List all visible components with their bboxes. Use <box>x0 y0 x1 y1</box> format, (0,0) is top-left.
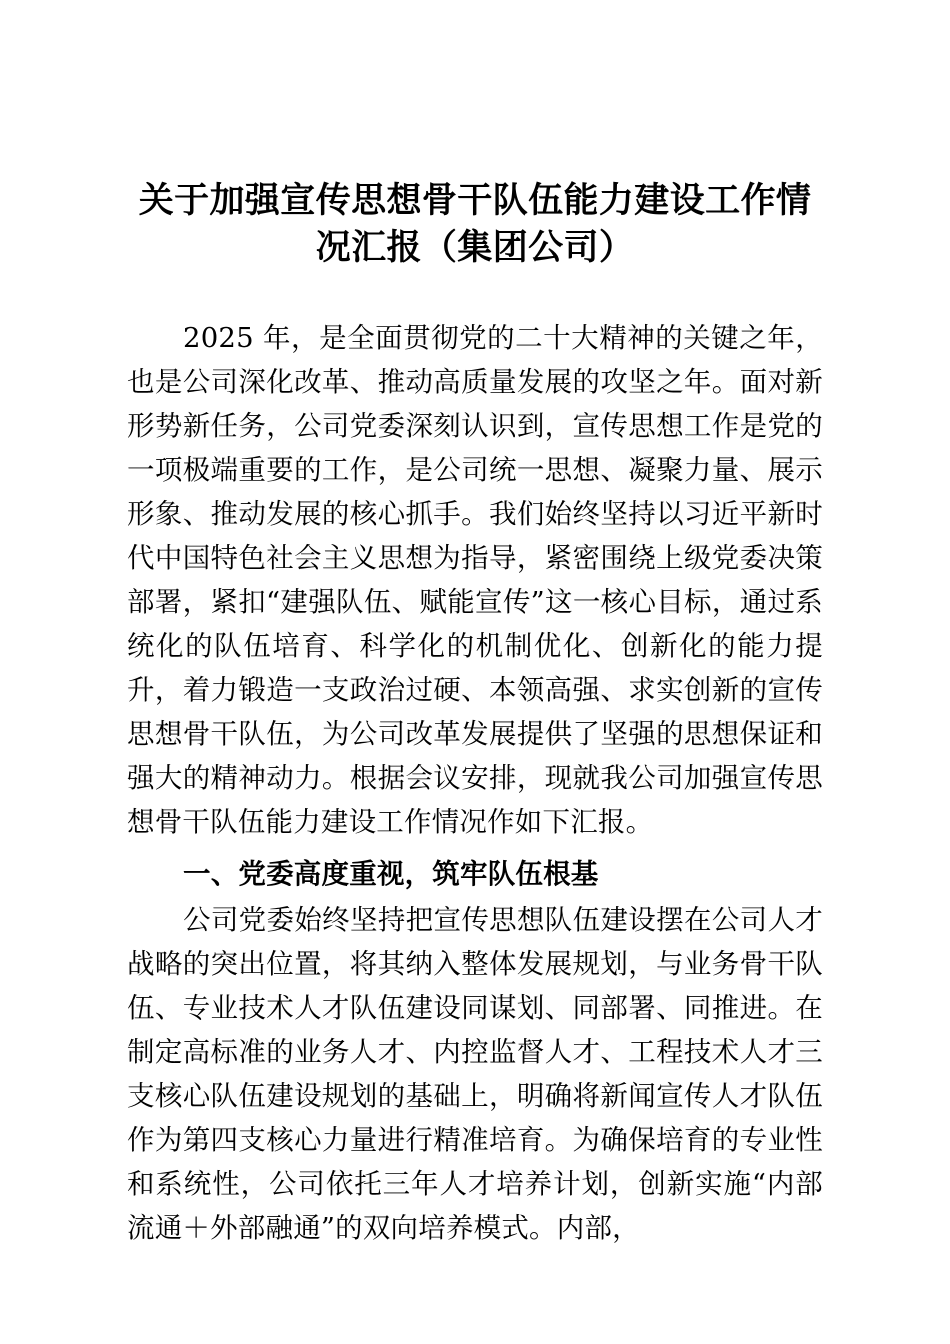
page-title: 关于加强宣传思想骨干队伍能力建设工作情况汇报（集团公司） <box>138 181 812 268</box>
paragraph-intro: 2025 年，是全面贯彻党的二十大精神的关键之年，也是公司深化改革、推动高质量发展的攻坚之年。面对新形势新任务，公司党委深刻认识到，宣传思想工作是党的一项极端重要的工作，是公司统一思想、凝聚力量、展示形象、推动发展的核心抓手。我们始终坚持以习近平新时代中国特色社会主义思想为指导，紧密围绕上级党委决策部署，紧扣“建强队伍、赋能宣传”这一核心目标，通过系统化的队伍培育、科学化的机制优化、创新化的能力提升，着力锻造一支政治过硬、本领高强、求实创新的宣传思想骨干队伍，为公司改革发展提供了坚强的思想保证和强大的精神动力。根据会议安排，现就我公司加强宣传思想骨干队伍能力建设工作情况作如下汇报。 <box>127 322 823 838</box>
section-heading-1: 一、党委高度重视，筑牢队伍根基 <box>183 858 599 890</box>
paragraph-section-1-body: 公司党委始终坚持把宣传思想队伍建设摆在公司人才战略的突出位置，将其纳入整体发展规划，与业务骨干队伍、专业技术人才队伍建设同谋划、同部署、同推进。在制定高标准的业务人才、内控监督人才、工程技术人才三支核心队伍建设规划的基础上，明确将新闻宣传人才队伍作为第四支核心力量进行精准培育。为确保培育的专业性和系统性，公司依托三年人才培养计划，创新实施“内部流通＋外部融通”的双向培养模式。内部， <box>127 904 823 1244</box>
document-body <box>127 0 823 1250</box>
